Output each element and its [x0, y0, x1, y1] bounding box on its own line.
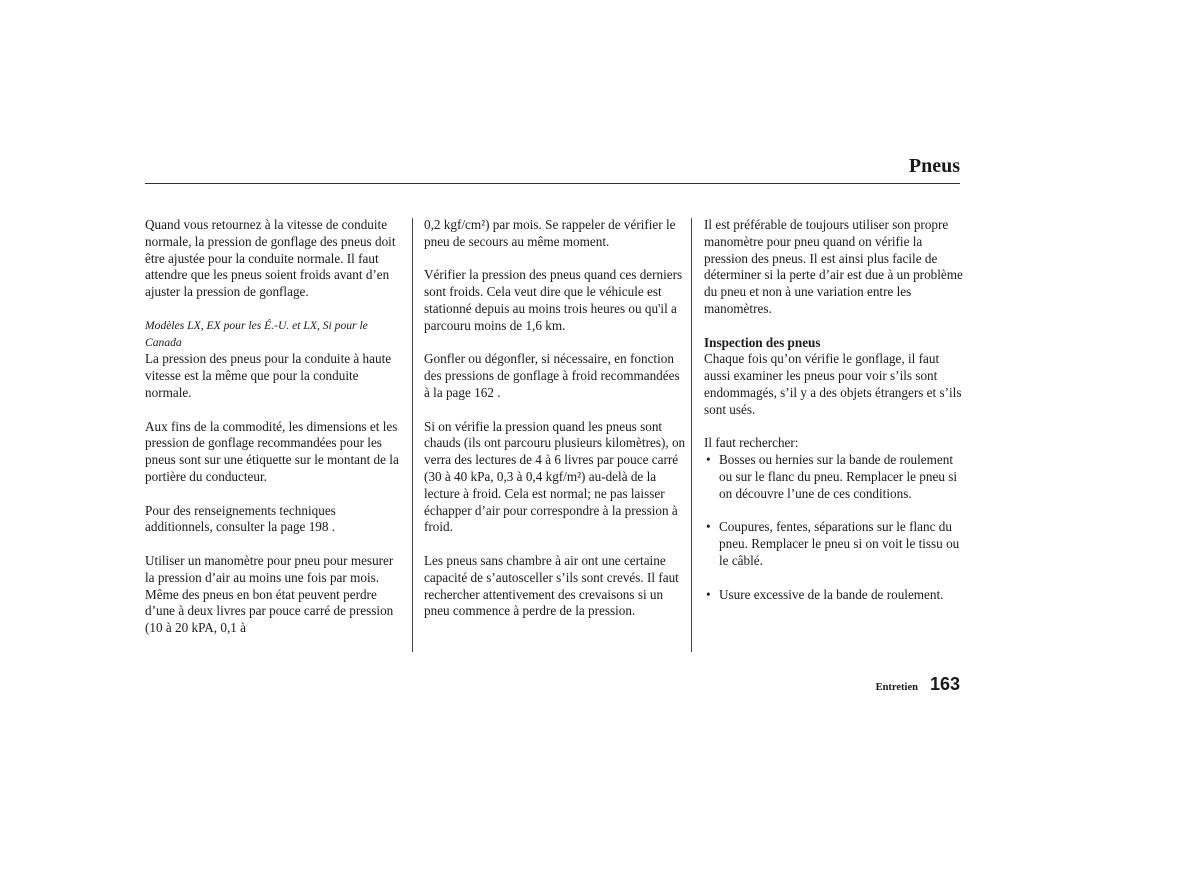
- list-item-text: Usure excessive de la bande de roulement.: [719, 586, 944, 602]
- paragraph: Il est préférable de toujours utiliser son propre manomètre pour pneu quand on vérifie la pression des pneus. Il est ainsi plus facile de déterminer si la perte d’air est due à un problème du pneu et non à une variation entre les manomètres.: [704, 217, 963, 316]
- footer-section-label: Entretien: [875, 682, 918, 693]
- title-rule: [145, 183, 960, 184]
- section-heading: Inspection des pneus: [704, 334, 821, 350]
- page-footer: [876, 674, 960, 695]
- bullet-icon: •: [706, 452, 711, 468]
- list-item: [704, 519, 966, 569]
- column-2: [424, 217, 686, 620]
- list-item: [704, 587, 966, 604]
- bullet-list: [704, 452, 966, 603]
- paragraph: Quand vous retournez à la vitesse de conduite normale, la pression de gonflage des pneus doit être ajustée pour la conduite normale. Il faut attendre que les pneus soient froids avant d’en ajuster la pression de gonflage.: [145, 217, 396, 300]
- paragraph: Si on vérifie la pression quand les pneus sont chauds (ils ont parcouru plusieurs kilomètres), on verra des lectures de 4 à 6 livres par pouce carré (30 à 40 kPa, 0,3 à 0,4 kgf/m²) au-delà de la lecture à froid. Cela est normal; ne pas laisser échapper d’air pour correspondre à la pression à froid.: [424, 418, 686, 535]
- paragraph: Les pneus sans chambre à air ont une certaine capacité de s’autosceller s’ils sont crevés. Il faut rechercher attentivement des crevaisons si un pneu commence à perdre de la pression.: [424, 552, 679, 619]
- list-item-text: Bosses ou hernies sur la bande de roulement ou sur le flanc du pneu. Remplacer le pneu si on découvre l’une de ces conditions.: [719, 452, 958, 501]
- paragraph: La pression des pneus pour la conduite à haute vitesse est la même que pour la conduite normale.: [145, 351, 392, 400]
- column-divider: [691, 218, 692, 652]
- bullet-icon: •: [706, 586, 711, 602]
- paragraph: Utiliser un manomètre pour pneu pour mesurer la pression d’air au moins une fois par mois. Même des pneus en bon état peuvent perdre d’une à deux livres par pouce carré de pression (10 à 20 kPA, 0,1 à: [145, 552, 394, 636]
- page-title: Pneus: [908, 155, 960, 177]
- paragraph: Aux fins de la commodité, les dimensions et les pression de gonflage recommandées pour les pneus sont sur une étiquette sur le montant de la portière du conducteur.: [145, 418, 399, 484]
- bullet-icon: •: [706, 519, 711, 535]
- paragraph: Pour des renseignements techniques additionnels, consulter la page 198 .: [145, 502, 336, 535]
- list-item-text: Coupures, fentes, séparations sur le flanc du pneu. Remplacer le pneu si on voit le tissu ou le câblé.: [719, 519, 960, 568]
- list-item: [704, 452, 966, 502]
- column-3: [704, 217, 966, 620]
- model-note: Modèles LX, EX pour les É.-U. et LX, Si pour le Canada: [145, 318, 368, 349]
- paragraph: Vérifier la pression des pneus quand ces derniers sont froids. Cela veut dire que le véhicule est stationné depuis au moins trois heures ou qu'il a parcouru moins de 1,6 km.: [424, 267, 683, 333]
- page-number: 163: [929, 674, 960, 694]
- paragraph: Chaque fois qu’on vérifie le gonflage, il faut aussi examiner les pneus pour voir s’ils sont endommagés, s’il y a des objets étrangers et s’ils sont usés.: [704, 351, 962, 417]
- column-1: [145, 217, 403, 637]
- paragraph: 0,2 kgf/cm²) par mois. Se rappeler de vérifier le pneu de secours au même moment.: [424, 217, 676, 249]
- paragraph: Gonfler ou dégonfler, si nécessaire, en fonction des pressions de gonflage à froid recommandées à la page 162 .: [424, 351, 680, 400]
- column-divider: [412, 218, 413, 652]
- paragraph: Il faut rechercher:: [704, 435, 799, 451]
